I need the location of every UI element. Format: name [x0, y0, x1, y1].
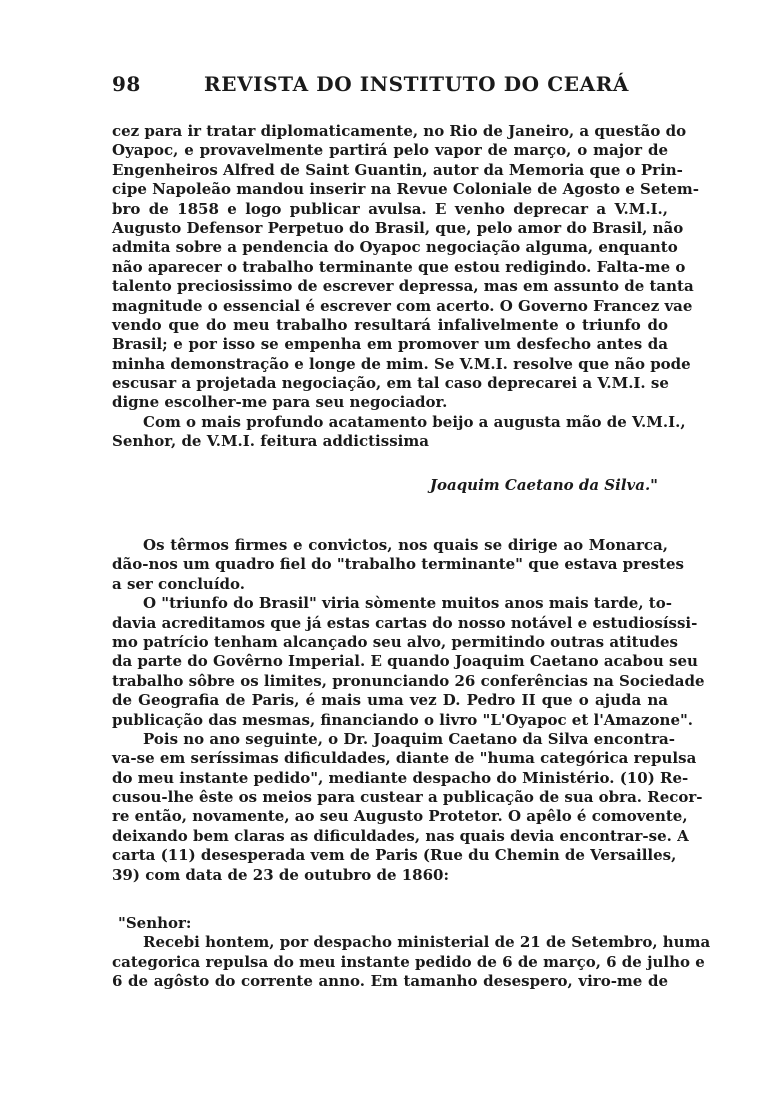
running-title: REVISTA DO INSTITUTO DO CEARÁ	[204, 72, 630, 96]
commentary-paragraphs	[112, 536, 705, 885]
text-line: magnitude o essencial é escrever com acerto. O Governo Francez vae	[112, 296, 693, 315]
text-line: mo patrício tenham alcançado seu alvo, permitindo outras atitudes	[112, 632, 678, 651]
text-line: Augusto Defensor Perpetuo do Brasil, que, pelo amor do Brasil, não	[112, 218, 684, 237]
text-line: cez para ir tratar diplomaticamente, no Rio de Janeiro, a questão do	[112, 122, 687, 140]
text-line: carta (11) desesperada vem de Paris (Rue du Chemin de Versailles,	[112, 846, 677, 865]
text-line: escusar a projetada negociação, em tal caso deprecarei a V.M.I. se	[112, 374, 669, 393]
page-header	[112, 72, 668, 102]
text-line: categorica repulsa do meu instante pedido de 6 de março, 6 de julho e	[112, 952, 705, 971]
text-line: publicação das mesmas, financiando o livro "L'Oyapoc et l'Amazone".	[112, 710, 694, 729]
text-line: a ser concluído.	[112, 574, 245, 593]
text-line: Com o mais profundo acatamento beijo a augusta mão de V.M.I.,	[143, 412, 686, 431]
text-line: minha demonstração e longe de mim. Se V.M.I. resolve que não pode	[112, 354, 691, 373]
page-number: 98	[112, 72, 141, 96]
text-line: da parte do Govêrno Imperial. E quando Joaquim Caetano acabou seu	[112, 652, 698, 671]
text-line: 39) com data de 23 de outubro de 1860:	[112, 865, 450, 884]
second-letter	[112, 914, 711, 992]
text-line: Engenheiros Alfred de Saint Guantin, autor da Memoria que o Prin-	[112, 160, 683, 179]
text-line: Senhor, de V.M.I. feitura addictissima	[112, 432, 429, 451]
text-line: dão-nos um quadro fiel do "trabalho terminante" que estava prestes	[112, 555, 684, 574]
text-line: cusou-lhe êste os meios para custear a publicação de sua obra. Recor-	[112, 788, 703, 807]
text-line: O "triunfo do Brasil" viria sòmente muitos anos mais tarde, to-	[143, 594, 672, 613]
text-line: admita sobre a pendencia do Oyapoc negociação alguma, enquanto	[112, 238, 678, 257]
text-line: Recebi hontem, por despacho ministerial de 21 de Setembro, huma	[143, 933, 711, 952]
text-line: re então, novamente, ao seu Augusto Protetor. O apêlo é comovente,	[112, 807, 688, 826]
text-line: digne escolher-me para seu negociador.	[112, 393, 448, 412]
letter-continuation	[112, 122, 700, 452]
letter-signature: Joaquim Caetano da Silva."	[429, 476, 658, 494]
text-line: talento preciosissimo de escrever depressa, mas em assunto de tanta	[112, 277, 694, 296]
text-line: do meu instante pedido", mediante despacho do Ministério. (10) Re-	[112, 768, 689, 787]
text-line: cipe Napoleão mandou inserir na Revue Coloniale de Agosto e Setem-	[112, 180, 700, 199]
text-line: não aparecer o trabalho terminante que estou redigindo. Falta-me o	[112, 257, 686, 276]
letter-salutation: "Senhor:	[118, 914, 192, 932]
text-line: Oyapoc, e provavelmente partirá pelo vapor de março, o major de	[112, 141, 668, 160]
text-line: trabalho sôbre os limites, pronunciando 26 conferências na Sociedade	[112, 671, 705, 690]
text-line: 6 de agôsto do corrente anno. Em tamanho desespero, viro-me de	[112, 972, 668, 991]
text-line: Brasil; e por isso se empenha em promover um desfecho antes da	[112, 335, 668, 354]
text-line: Pois no ano seguinte, o Dr. Joaquim Caetano da Silva encontra-	[143, 729, 675, 748]
text-line: deixando bem claras as dificuldades, nas quais devia encontrar-se. A	[112, 826, 689, 845]
text-line: de Geografia de Paris, é mais uma vez D. Pedro II que o ajuda na	[112, 691, 668, 710]
text-line: vendo que do meu trabalho resultará infalivelmente o triunfo do	[112, 315, 668, 334]
text-line: va-se em seríssimas dificuldades, diante de "huma categórica repulsa	[112, 749, 697, 768]
text-line: bro de 1858 e logo publicar avulsa. E venho deprecar a V.M.I.,	[112, 199, 668, 218]
text-line: davia acreditamos que já estas cartas do nosso notável e estudiosíssi-	[112, 613, 698, 632]
text-line: Os têrmos firmes e convictos, nos quais se dirige ao Monarca,	[143, 536, 668, 554]
